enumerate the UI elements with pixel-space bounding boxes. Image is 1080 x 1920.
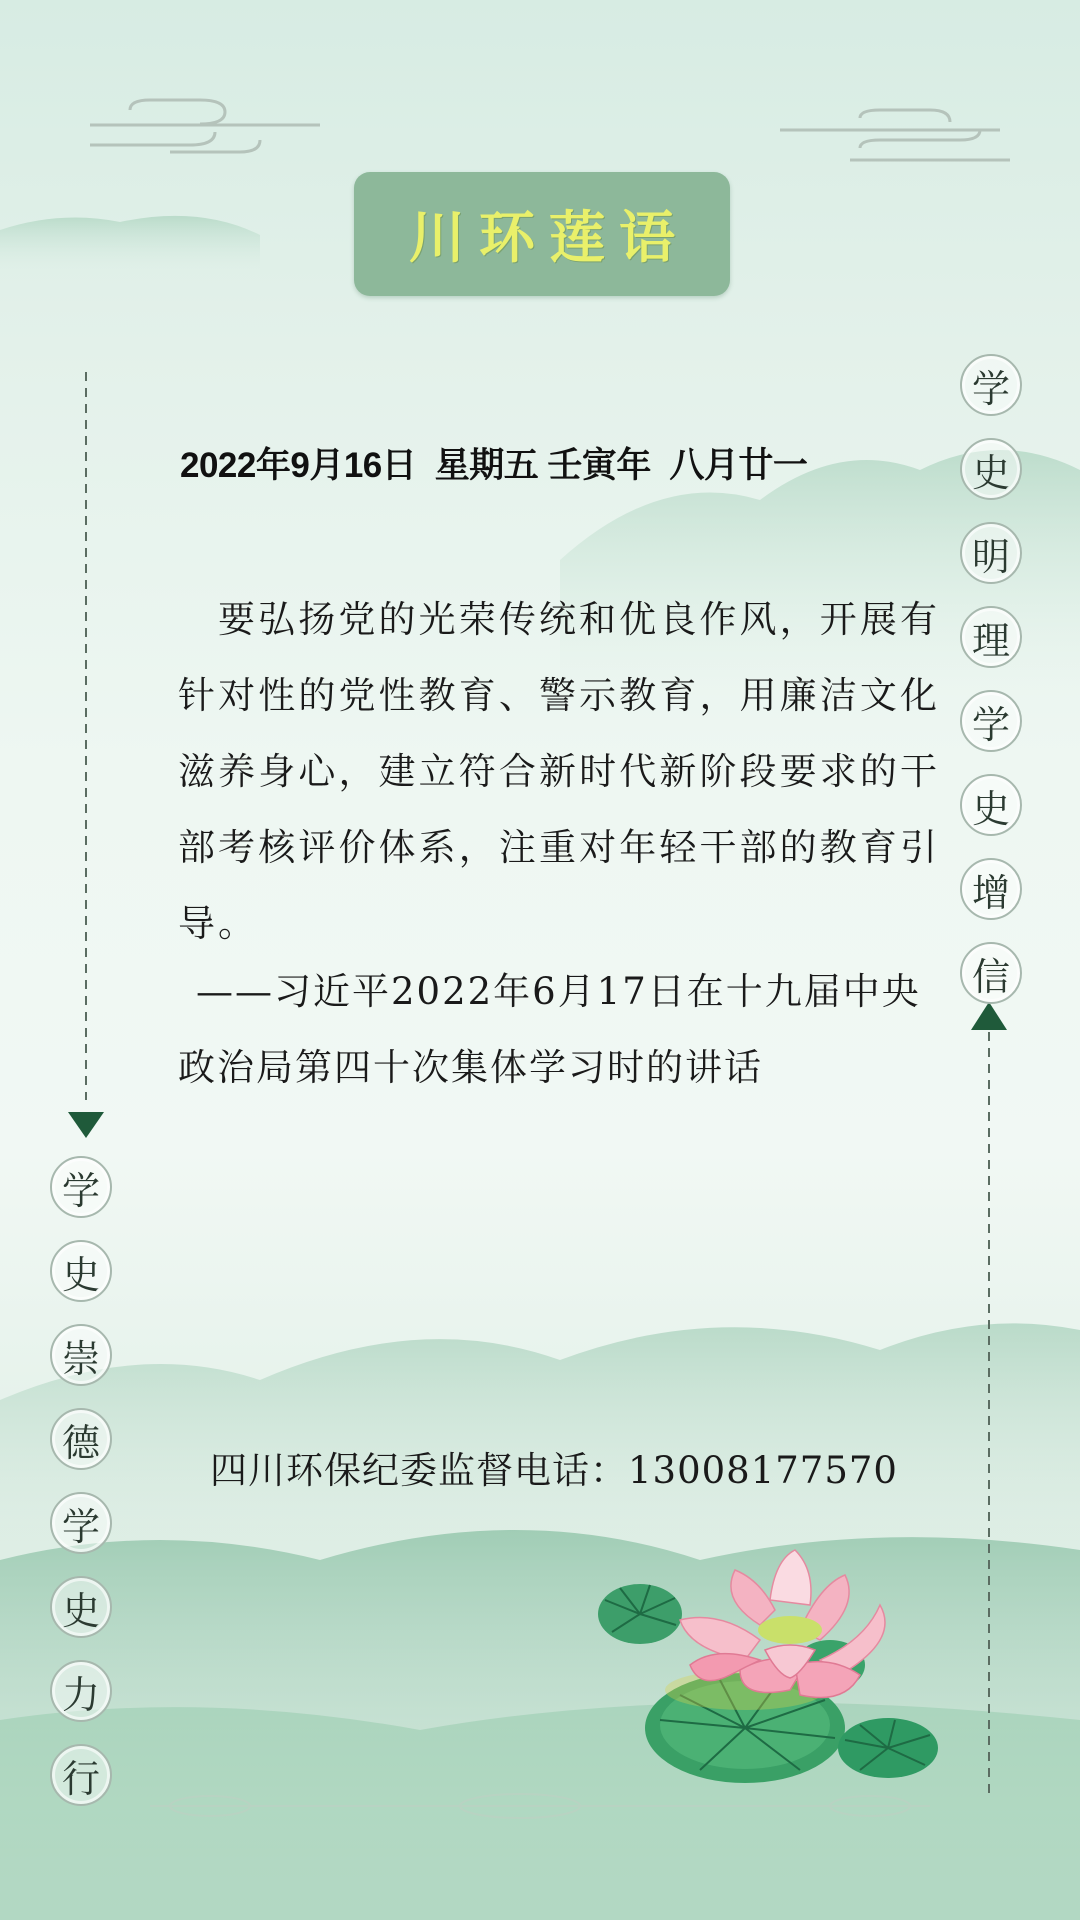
motto-char: 学	[50, 1156, 112, 1218]
motto-char: 明	[960, 522, 1022, 584]
title-banner	[354, 172, 730, 296]
motto-char: 学	[960, 690, 1022, 752]
motto-char: 增	[960, 858, 1022, 920]
motto-char: 史	[50, 1240, 112, 1302]
motto-char: 史	[50, 1576, 112, 1638]
quote-source: ——习近平2022年6月17日在十九届中央政治局第四十次集体学习时的讲话	[178, 970, 921, 1089]
motto-char: 崇	[50, 1324, 112, 1386]
mountain-top-left	[0, 216, 260, 275]
page-title: 川环莲语	[409, 206, 689, 271]
quote-text: 要弘扬党的光荣传统和优良作风，开展有针对性的党性教育、警示教育，用廉洁文化滋养身心，建立符合新时代新阶段要求的干部考核评价体系，注重对年轻干部的教育引导。	[178, 598, 940, 945]
lotus-leaf-icon	[838, 1718, 938, 1778]
motto-char: 行	[50, 1744, 112, 1806]
supervision-hotline: 四川环保纪委监督电话：13008177570	[210, 1449, 898, 1492]
motto-char: 理	[960, 606, 1022, 668]
motto-char: 力	[50, 1660, 112, 1722]
arrow-down-icon	[68, 1112, 104, 1138]
motto-char: 德	[50, 1408, 112, 1470]
right-motto-column	[960, 354, 1022, 1026]
motto-char: 学	[960, 354, 1022, 416]
motto-char: 史	[960, 438, 1022, 500]
cloud-swirl-icon	[780, 110, 1010, 160]
date-line: 2022年9月16日 星期五 壬寅年 八月廿一	[180, 446, 808, 485]
motto-char: 史	[960, 774, 1022, 836]
motto-char: 学	[50, 1492, 112, 1554]
lotus-leaf-icon	[598, 1584, 682, 1644]
left-motto-column	[50, 1156, 112, 1828]
motto-char: 信	[960, 942, 1022, 1004]
cloud-swirl-icon	[90, 100, 320, 152]
